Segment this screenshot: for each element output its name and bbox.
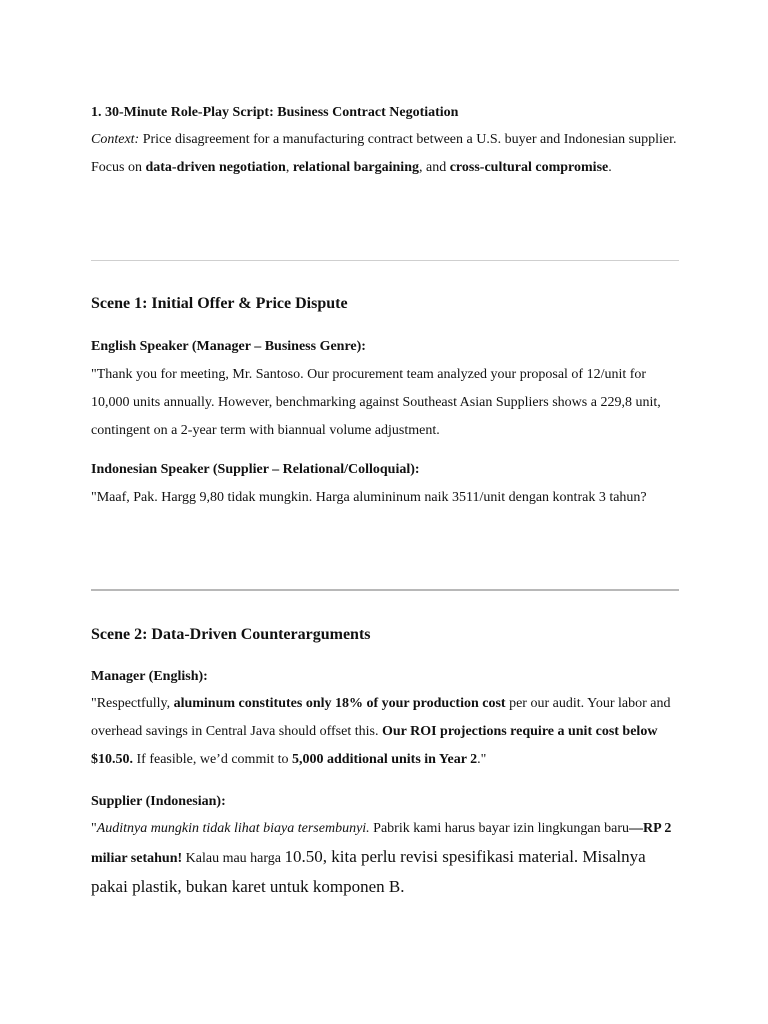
scene2-title: Scene 2: Data-Driven Counterarguments xyxy=(91,626,371,643)
quote-emphasis: Our ROI projections require a unit cost below $10.50. xyxy=(91,724,658,767)
quote-large-text: 10.50, kita perlu revisi spesifikasi material. Misalnya pakai plastik, bukan karet untuk komponen B. xyxy=(91,847,646,896)
quote-text: ." xyxy=(477,752,487,767)
scene2-supplier-quote xyxy=(91,815,679,903)
scene1-manager-quote: "Thank you for meeting, Mr. Santoso. Our procurement team analyzed your proposal of 12/unit for 10,000 units annually. However, benchmarking against Southeast Asian Suppliers shows a 229,8 unit, contingent on a 2-year term with biannual volume adjustment. xyxy=(91,367,661,438)
context-term-cross-cultural: cross-cultural compromise xyxy=(449,160,609,175)
scene1-supplier-quote: "Maaf, Pak. Hargg 9,80 tidak mungkin. Harga alumininum naik 3511/unit dengan kontrak 3 tahun? xyxy=(91,490,647,505)
quote-text: " xyxy=(91,821,97,836)
context-label: Context: xyxy=(91,132,140,147)
scene1-speaker-manager: English Speaker (Manager – Business Genre): xyxy=(91,339,366,354)
document-title: 1. 30-Minute Role-Play Script: Business Contract Negotiation xyxy=(91,105,459,120)
quote-text: Kalau mau harga xyxy=(182,851,285,866)
context-term-relational: relational bargaining xyxy=(292,160,419,175)
quote-italic: Auditnya mungkin tidak lihat biaya tersembunyi. xyxy=(96,821,370,836)
scene2-speaker-manager: Manager (English): xyxy=(91,669,208,684)
quote-emphasis: aluminum constitutes only 18% of your production cost xyxy=(173,696,506,711)
scene2-speaker-supplier: Supplier (Indonesian): xyxy=(91,794,226,809)
context-separator: , xyxy=(285,160,293,175)
section-divider xyxy=(91,589,679,591)
context-paragraph xyxy=(91,126,679,182)
quote-text: per our audit. Your labor and overhead savings in Central Java should offset this. xyxy=(91,696,671,739)
scene1-speaker-supplier: Indonesian Speaker (Supplier – Relational/Colloquial): xyxy=(91,462,420,477)
context-end: . xyxy=(608,160,612,175)
scene2-manager-quote xyxy=(91,690,679,774)
quote-text: If feasible, we’d commit to xyxy=(133,752,293,767)
quote-emphasis: —RP 2 miliar setahun! xyxy=(91,821,672,866)
scene1-title: Scene 1: Initial Offer & Price Dispute xyxy=(91,295,348,312)
context-term-data-driven: data-driven negotiation xyxy=(145,160,286,175)
quote-text: "Respectfully, xyxy=(91,696,174,711)
quote-emphasis: 5,000 additional units in Year 2 xyxy=(292,752,478,767)
section-divider xyxy=(91,260,679,261)
context-text: Price disagreement for a manufacturing contract between a U.S. buyer and Indonesian supplier. Focus on xyxy=(91,132,677,175)
context-separator: , and xyxy=(419,160,450,175)
quote-text: Pabrik kami harus bayar izin lingkungan baru xyxy=(369,821,629,836)
